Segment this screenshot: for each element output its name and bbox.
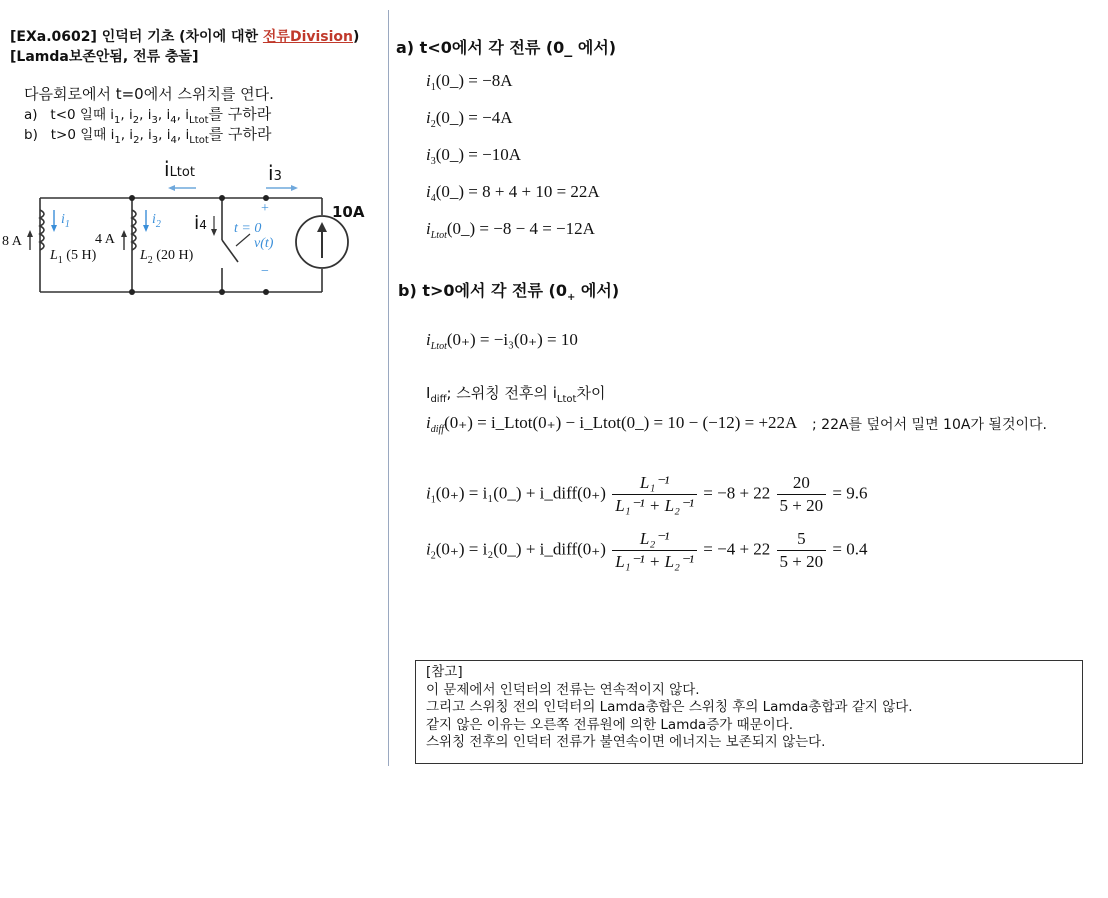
label-i1-var: i: [61, 212, 65, 227]
eq-rhs: (0_) = −4A: [435, 108, 513, 127]
sub: 3: [151, 135, 159, 146]
eq-a-3: [426, 140, 600, 177]
eq-var: i: [426, 108, 431, 127]
problem-tail: 를 구하라: [208, 125, 272, 143]
eq-var: i: [426, 182, 431, 201]
frac-den: 5 + 20: [779, 496, 824, 515]
source-10a: 10A: [332, 203, 365, 221]
section-b-title-sub: +: [566, 292, 576, 303]
frac-num: L₂⁻¹: [612, 528, 697, 551]
eq-var: i: [426, 71, 431, 90]
sep: ,: [120, 107, 129, 123]
var: i: [129, 107, 133, 123]
frac-num: 5: [777, 528, 827, 551]
label-i2-sub: 2: [155, 219, 161, 230]
eq-b-i1: $i_1(0_+)$ = i₁(0_) + i_diff(0₊) $\frac{\text{L₁⁻¹}}{\text{L₁⁻¹ + L₂⁻¹}}$ = −8 + 22 $\frac{20}{5 + 20}$ = 9.6: [426, 473, 868, 515]
eq-sub: Ltot: [430, 341, 447, 352]
var: i: [148, 127, 152, 143]
switch-label: t = 0: [234, 221, 262, 236]
source-8a: 8 A: [2, 234, 22, 249]
sub: 2: [133, 135, 140, 146]
problem-intro: 다음회로에서 t=0에서 스위치를 연다.: [24, 85, 274, 103]
idiff-var: I: [426, 384, 431, 402]
problem-b-text: t>0 일때 i: [50, 127, 115, 143]
eq-sub: 4: [430, 193, 436, 204]
var: i: [185, 127, 190, 143]
eq-sub: 1: [430, 494, 436, 506]
label-i1-sub: 1: [64, 219, 70, 230]
eq-rhs: (0₊) = i_Ltot(0₊) − i_Ltot(0_) = 10 − (−12) = +22A: [444, 413, 798, 432]
eq-b-i2: $i_2(0_+)$ = i₂(0_) + i_diff(0₊) $\frac{\text{L₂⁻¹}}{\text{L₁⁻¹ + L₂⁻¹}}$ = −4 + 22 $\frac{5}{5 + 20}$ = 0.4: [426, 529, 868, 571]
section-b-title-a: b) t>0에서 각 전류 (0: [398, 281, 567, 300]
label-i2: [152, 212, 161, 230]
note-box: [415, 660, 1083, 764]
note-line: 스위칭 전후의 인덕터 전류가 불연속이면 에너지는 보존되지 않는다.: [426, 734, 826, 750]
column-divider: [388, 10, 389, 766]
doc-title: [10, 28, 359, 47]
fraction: [777, 528, 827, 573]
idiff-text: ; 스위칭 전후의 i: [446, 384, 557, 402]
label-i3-var: i: [268, 161, 274, 185]
sub: Ltot: [189, 135, 209, 146]
voltage-minus: −: [261, 264, 269, 279]
l2-sub: 2: [147, 255, 153, 266]
eq-lhs: (0₊) = i₂(0_) + i_diff(0₊): [435, 539, 606, 559]
section-b-title-b: 에서): [575, 281, 620, 300]
eq-mid: = −8 + 22: [703, 483, 771, 503]
var: i: [129, 127, 134, 143]
l1-value: (5 H): [66, 248, 97, 263]
problem-b: [24, 123, 272, 146]
eq-rhs: (0_) = 8 + 4 + 10 = 22A: [435, 182, 600, 201]
title-highlight: 전류Division: [262, 29, 354, 45]
eq-rhs: (0₊) = −i₃(0₊) = 10: [446, 330, 578, 349]
sep: ,: [120, 127, 130, 143]
idiff-text-tail: 차이: [576, 384, 606, 402]
sub: 4: [170, 115, 177, 126]
eq-a-1: [426, 66, 600, 103]
eq-lhs: (0₊) = i₁(0_) + i_diff(0₊): [435, 483, 606, 503]
eq-sub: 2: [430, 550, 436, 562]
label-i4-var: i: [194, 212, 200, 234]
sep: ,: [176, 127, 186, 143]
eq-result: = 9.6: [832, 483, 868, 503]
fraction: [612, 528, 697, 573]
label-i3-sub: 3: [273, 169, 282, 184]
frac-den: 5 + 20: [779, 552, 824, 571]
frac-den: L₁⁻¹ + L₂⁻¹: [615, 496, 695, 515]
eq-rhs: (0_) = −8A: [435, 71, 513, 90]
note-line: 같지 않은 이유는 오른쪽 전류원에 의한 Lamda증가 때문이다.: [426, 716, 794, 733]
l1-var: L: [50, 248, 58, 263]
problem-a-text: t<0 일때 i: [50, 107, 115, 123]
note-line: 그리고 스위칭 전의 인덕터의 Lamda총합은 스위칭 후의 Lamda총합과 같지 않다.: [426, 699, 913, 715]
frac-num: L₁⁻¹: [612, 472, 697, 495]
eq-var: i: [426, 145, 431, 164]
eq-rhs: (0_) = −10A: [435, 145, 522, 164]
inductor-l2: [140, 248, 193, 266]
sep: ,: [157, 107, 167, 123]
eq-b-idiff: $i_{diff}(0_+)$ = i_Ltot(0₊) − i_Ltot(0_) = 10 − (−12) = +22A: [426, 413, 798, 435]
var: i: [166, 107, 171, 123]
label-i3: [268, 161, 282, 185]
idiff-sub: diff: [430, 394, 447, 405]
l1-sub: 1: [57, 255, 63, 266]
eq-a-2: [426, 103, 600, 140]
idiff-definition: [426, 382, 605, 405]
sub: 4: [170, 135, 177, 146]
label-iltot-sub: Ltot: [169, 165, 195, 180]
frac-num: 20: [777, 472, 827, 495]
eq-sub: diff: [430, 424, 445, 435]
inductor-l1: [50, 248, 96, 266]
doc-subtitle: [Lamda보존안됨, 전류 충돌]: [10, 49, 199, 65]
eq-sub: 1: [430, 82, 436, 93]
eq-mid: = −4 + 22: [703, 539, 771, 559]
label-iltot-var: i: [164, 157, 170, 181]
sub: 2: [132, 115, 140, 126]
var: i: [166, 127, 171, 143]
sub: 1: [114, 115, 121, 126]
eq-var: i: [426, 219, 431, 238]
voltage-plus: +: [261, 201, 269, 216]
eq-sub: 3: [430, 156, 436, 167]
frac-den: L₁⁻¹ + L₂⁻¹: [615, 552, 695, 571]
eq-result: = 0.4: [832, 539, 868, 559]
note-line: 이 문제에서 인덕터의 전류는 연속적이지 않다.: [426, 681, 700, 698]
voltage-label: v(t): [254, 236, 274, 251]
eq-rhs: (0_) = −8 − 4 = −12A: [446, 219, 595, 238]
label-i4: [194, 212, 207, 234]
eq-sub: Ltot: [430, 230, 447, 241]
problem-a-prefix: a): [24, 107, 38, 123]
source-4a: 4 A: [95, 232, 115, 247]
label-i4-sub: 4: [199, 218, 207, 232]
eq-a-5: [426, 214, 600, 251]
l2-var: L: [140, 248, 148, 263]
title-part-1: [EXa.0602] 인덕터 기초 (차이에 대한: [10, 29, 263, 45]
section-b-title: [398, 278, 619, 303]
sub: Ltot: [188, 115, 209, 126]
eq-b-iltot: $i_{Ltot}(0_+) = -i_3(0_+) = 10$: [426, 330, 578, 352]
eq-a-4: [426, 177, 600, 214]
sub: 3: [151, 115, 158, 126]
var: i: [147, 107, 152, 123]
problem-b-prefix: b): [24, 127, 38, 143]
fraction: [777, 472, 827, 517]
note-line: [참고]: [426, 664, 463, 680]
sep: ,: [176, 107, 186, 123]
section-a-title: a) t<0에서 각 전류 (0_ 에서): [396, 38, 617, 57]
section-a-equations: [426, 66, 600, 251]
sep: ,: [139, 127, 149, 143]
label-i1: [61, 212, 70, 230]
sep: ,: [139, 107, 148, 123]
problem-tail: 를 구하라: [208, 105, 272, 123]
label-iltot: [164, 157, 195, 181]
eq-sub: 2: [430, 119, 436, 130]
label-i2-var: i: [152, 212, 156, 227]
title-part-2: ): [353, 29, 360, 45]
sep: ,: [158, 127, 167, 143]
l2-value: (20 H): [156, 248, 194, 263]
sub: 1: [114, 135, 121, 146]
idiff-text-sub: Ltot: [556, 394, 577, 405]
fraction: [612, 472, 697, 517]
var: i: [185, 107, 189, 123]
idiff-comment: ; 22A를 덮어서 밀면 10A가 될것이다.: [812, 417, 1047, 433]
